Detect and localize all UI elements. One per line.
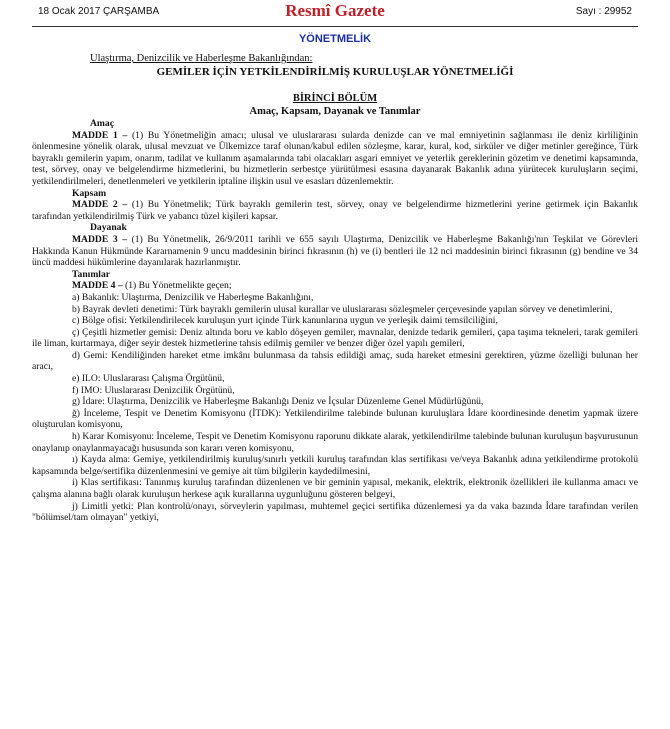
issue-number: Sayı : 29952 xyxy=(575,6,632,17)
definition-item: g) İdare: Ulaştırma, Denizcilik ve Haberleşme Bakanlığı Deniz ve İçsular Düzenleme Genel Müdürlüğünü, xyxy=(72,396,484,408)
definition-item: d) Gemi: Kendiliğinden hareket etme imkânı bulunmasa da tahsis edildiği amaç, suda hareket etmesini gerektiren, yüzme özelliği bulunan her aracı, xyxy=(32,349,638,373)
article-label: MADDE 4 – xyxy=(72,280,123,292)
definition-item: a) Bakanlık: Ulaştırma, Denizcilik ve Haberleşme Bakanlığını, xyxy=(72,291,314,303)
article-label: MADDE 3 – xyxy=(72,233,128,245)
article-1 xyxy=(32,130,638,188)
article-text: (1) Bu Yönetmeliğin amacı; ulusal ve uluslararası sularda denizde can ve mal emniyetinin sağlanması ile deniz kirliliğinin önlenmesine yönelik olarak, ulusal mevzuat ve Ülkemizce taraf olunan/kabul edilen sözleşme, karar, kural, kod, sirküler ve diğer metinler gereğince, Türk bayraklı gemilerin yapım, onarım, tadilat ve kullanım aşamalarında tabi olacakları asgari emniyet ve yeterlik gereklerinin gözetim ve denetimi kapsamında, test, sörvey, onay ve belgelendirme hizmetlerini, bu hizmetlerin serbestçe yürütülmesi esasına dayanarak Bakanlık adına yürütecek kuruluşların seçimi, yetkilendirilmeleri, denetlenmeleri ve yetkilerin iptaline ilişkin usul ve esasları düzenlemektir. xyxy=(32,129,638,187)
article-heading: Dayanak xyxy=(90,222,127,234)
gazette-title: Resmî Gazete xyxy=(285,1,385,20)
article-label: MADDE 2 – xyxy=(72,199,128,211)
article-3 xyxy=(32,234,638,269)
issue-date: 18 Ocak 2017 ÇARŞAMBA xyxy=(38,6,160,17)
part-heading xyxy=(32,92,638,118)
definition-item: h) Karar Komisyonu: İnceleme, Tespit ve Denetim Komisyonu raporunu dikkate alarak, yetkilendirilme talebinde bulunan kuruluşun başvurusunun onaylanıp onaylanmayacağı hususunda son kararı veren komisyonu, xyxy=(32,431,638,454)
section-heading: YÖNETMELİK xyxy=(298,33,372,45)
part-name: BİRİNCİ BÖLÜM xyxy=(292,93,378,104)
article-label: MADDE 1 – xyxy=(72,129,128,141)
article-heading: Tanımlar xyxy=(72,268,111,280)
definition-item: ı) Kayda alma: Gemiye, yetkilendirilmiş kuruluş/sınırlı yetkili kuruluş tarafından klas sertifikası ve/veya Bakanlık adına yetkilendirme protokolü kapsamında belge/sertifika düzenlenmesini ve gemiye ait tüm bilgilerin kaydedilmesini, xyxy=(32,454,638,477)
article-heading: Amaç xyxy=(90,118,114,129)
definition-item: i) Klas sertifikası: Tanınmış kuruluş tarafından düzenlenen ve bir geminin yapısal, mekanik, elektrik, elektronik özellikleri ile kullanma amacı ve çalışma alanına bağlı olarak kuruluşun herkese açık kurallarına uygunluğunu gösteren belgeyi, xyxy=(32,477,638,500)
issuing-ministry: Ulaştırma, Denizcilik ve Haberleşme Bakanlığından: xyxy=(90,53,313,64)
regulation-body xyxy=(32,118,638,524)
article-2 xyxy=(32,199,638,222)
definition-item: ğ) İnceleme, Tespit ve Denetim Komisyonu (İTDK): Yetkilendirilme talebinde bulunan kuruluşlara İdare koordinesinde denetim yapmak üzere oluşturulan komisyonu, xyxy=(32,407,638,431)
article-heading: Kapsam xyxy=(72,187,107,199)
regulation-title: GEMİLER İÇİN YETKİLENDİRİLMİŞ KURULUŞLAR YÖNETMELİĞİ xyxy=(156,66,514,78)
part-subtitle: Amaç, Kapsam, Dayanak ve Tanımlar xyxy=(249,106,421,117)
article-4 xyxy=(32,280,638,292)
definition-item: c) Bölge ofisi: Yetkilendirilecek kuruluşun yurt içinde Türk kanunlarına uygun ve yerleşik daimi temsilciliğini, xyxy=(72,315,498,327)
definition-item: b) Bayrak devleti denetimi: Türk bayraklı gemilerin ulusal kurallar ve uluslararası sözleşmeler çerçevesinde yapılan sörvey ve denetimlerini, xyxy=(72,303,613,315)
definition-item: ç) Çeşitli hizmetler gemisi: Deniz altında boru ve kablo döşeyen gemiler, mavnalar, denizde tedarik gemileri, çapa taşıma tekneleri, tarak gemileri ile liman, kurtarmaya, diğer seyir destek hizmetlerine tahsis edilmiş gemiler ve benzer diğer özel yapılı gemileri, xyxy=(32,326,638,350)
article-text: (1) Bu Yönetmelikte geçen; xyxy=(122,280,232,292)
definition-item: e) ILO: Uluslararası Çalışma Örgütünü, xyxy=(72,373,225,385)
gazette-header xyxy=(32,0,638,27)
definition-item: j) Limitli yetki: Plan kontrolü/onayı, sörveylerin yapılması, muhtemel geçici sertifika düzenlemesi ya da vaka bazında İdare tarafından verilen "bölümsel/tam olmayan" yetkiyi, xyxy=(32,500,638,524)
article-text: (1) Bu Yönetmelik, 26/9/2011 tarihli ve 655 sayılı Ulaştırma, Denizcilik ve Haberleşme Bakanlığı'nın Teşkilat ve Görevleri Hakkında Kanun Hükmünde Kararnamenin 9 uncu maddesinin birinci fıkrasının (h) ve (i) bentleri ile 12 nci maddesinin birinci fıkrasının (g) bendine ve 34 üncü maddesi hükümlerine dayanılarak hazırlanmıştır. xyxy=(32,233,638,269)
definition-item: f) IMO: Uluslararası Denizcilik Örgütünü, xyxy=(72,384,235,396)
article-text: (1) Bu Yönetmelik; Türk bayraklı gemilerin test, sörvey, onay ve belgelendirme hizmetlerini yerine getirmek için Bakanlık tarafından yetkilendirilmiş Türk ve yabancı tüzel kişileri kapsar. xyxy=(32,199,638,222)
